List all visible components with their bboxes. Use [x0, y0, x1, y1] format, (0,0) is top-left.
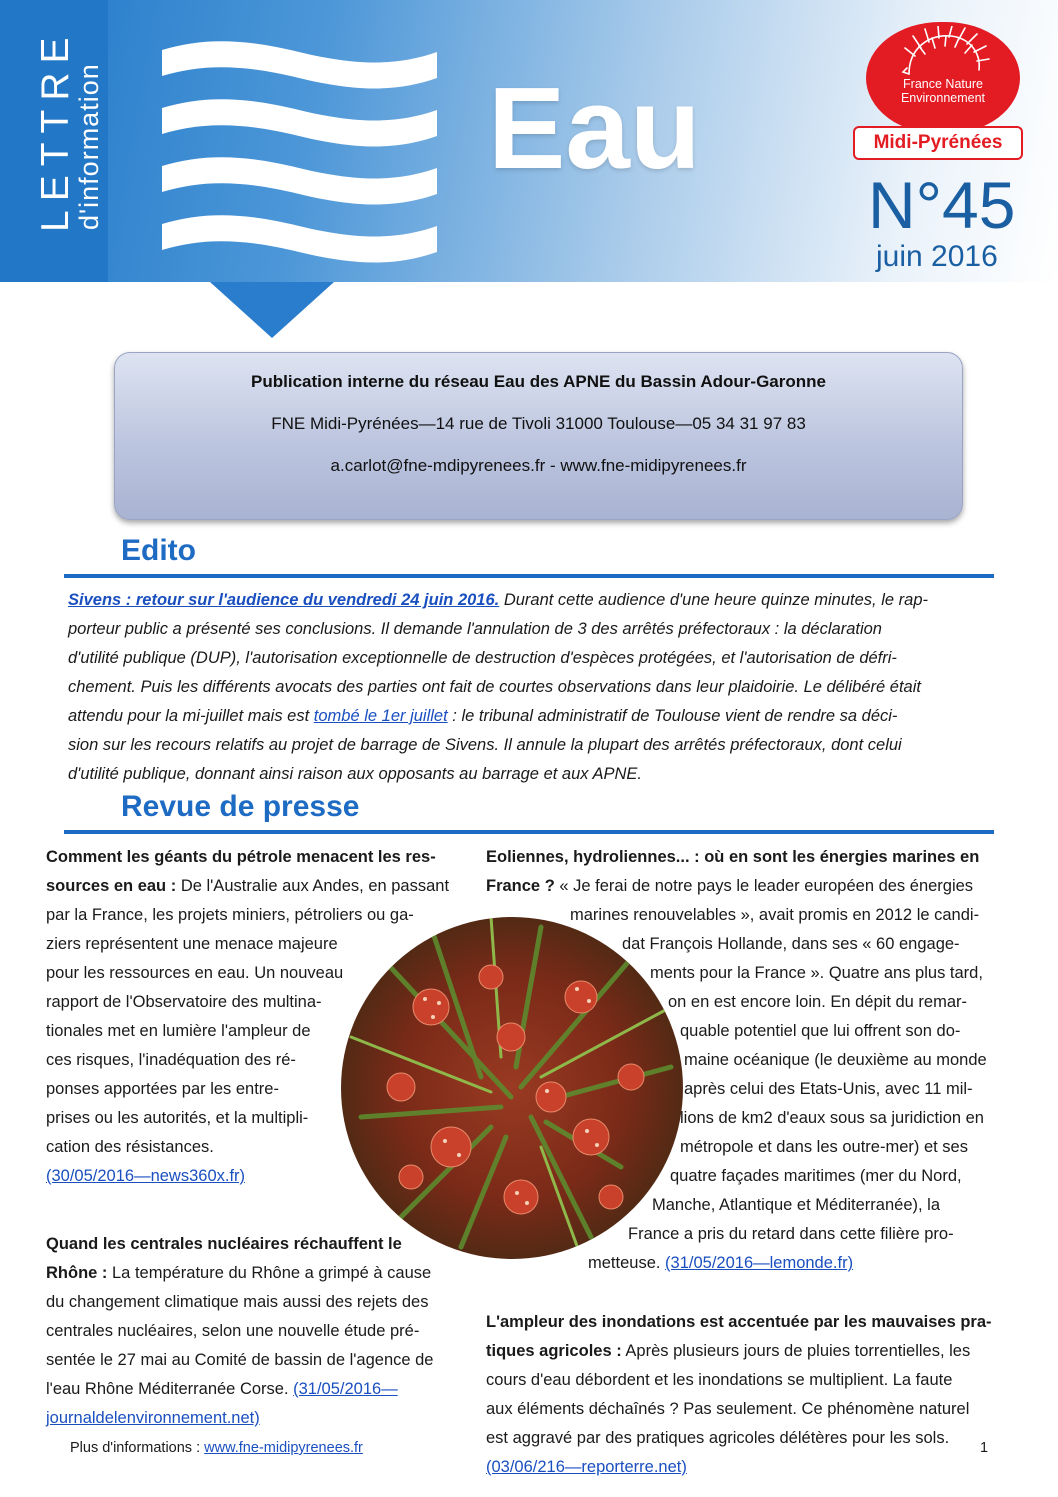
lettre-label: LETTRE: [34, 28, 77, 232]
issue-date: juin 2016: [876, 240, 998, 273]
article-line: est aggravé par des pratiques agricoles délétères pour les sols.: [486, 1429, 950, 1447]
article-line: après celui des Etats-Unis, avec 11 mil-: [684, 1080, 973, 1098]
article-line: par la France, les projets miniers, pétroliers ou ga-: [46, 906, 414, 924]
article-headline: Comment les géants du pétrole menacent les res-: [46, 848, 436, 866]
article-line: Manche, Atlantique et Méditerranée), la: [652, 1196, 941, 1214]
article-line: ments pour la France ». Quatre ans plus tard,: [650, 964, 983, 982]
publication-line: Publication interne du réseau Eau des APNE du Bassin Adour-Garonne: [251, 372, 826, 391]
footer-label: Plus d'informations :: [70, 1440, 205, 1456]
dinformation-label: d'information: [74, 63, 104, 230]
ruling-link[interactable]: tombé le 1er juillet: [313, 707, 448, 725]
issue-number: N°45: [868, 168, 1016, 242]
press-review-title: Revue de presse: [121, 790, 360, 823]
article-line: metteuse.: [588, 1254, 666, 1272]
article-line: Après plusieurs jours de pluies torrentielles, les: [621, 1342, 971, 1360]
article-line: De l'Australie aux Andes, en passant: [176, 877, 450, 895]
article-line: sentée le 27 mai au Comité de bassin de l'agence de: [46, 1351, 434, 1369]
footer-website-link[interactable]: www.fne-midipyrenees.fr: [204, 1440, 363, 1456]
article-headline: Rhône :: [46, 1264, 108, 1282]
article-line: ponses apportées par les entre-: [46, 1080, 279, 1098]
source-link-jde-part1[interactable]: (31/05/2016—: [293, 1380, 398, 1398]
article-headline: Eoliennes, hydroliennes... : où en sont les énergies marines en: [486, 848, 980, 866]
article-line: cation des résistances.: [46, 1138, 214, 1156]
article-line: tionales met en lumière l'ampleur de: [46, 1022, 311, 1040]
edito-line: sion sur les recours relatifs au projet de barrage de Sivens. Il annule la plupart des arrêtés préfectoraux, dont celui: [68, 736, 902, 754]
article-line: cours d'eau débordent et les inondations se multiplient. La faute: [486, 1371, 953, 1389]
article-line: du changement climatique mais aussi des rejets des: [46, 1293, 429, 1311]
edito-text: [68, 586, 928, 789]
edito-line: d'utilité publique, donnant ainsi raison aux opposants au barrage et aux APNE.: [68, 765, 643, 783]
article-line: « Je ferai de notre pays le leader européen des énergies: [554, 877, 974, 895]
newsletter-title: Eau: [488, 63, 701, 193]
article-nuclear-rhone: [46, 1230, 433, 1433]
edito-divider: [64, 574, 994, 578]
article-line: lions de km2 d'eaux sous sa juridiction en: [680, 1109, 984, 1127]
source-link-lemonde[interactable]: (31/05/2016—lemonde.fr): [665, 1254, 854, 1272]
article-line: ziers représentent une menace majeure: [46, 935, 338, 953]
article-line: on en est encore loin. En dépit du remar-: [668, 993, 968, 1011]
edito-title: Edito: [121, 534, 196, 567]
article-headline: Quand les centrales nucléaires réchauffent le: [46, 1235, 402, 1253]
source-link-news360x[interactable]: (30/05/2016—news360x.fr): [46, 1167, 246, 1185]
edito-line: Durant cette audience d'une heure quinze minutes, le rap-: [499, 591, 928, 609]
footer: [70, 1440, 363, 1456]
logo-region-label: Midi-Pyrénées: [873, 132, 1003, 153]
press-review-divider: [64, 830, 994, 834]
source-link-reporterre[interactable]: (03/06/216—reporterre.net): [486, 1458, 687, 1476]
article-line: prises ou les autorités, et la multipli-: [46, 1109, 309, 1127]
logo-line-2: Environnement: [900, 91, 986, 105]
source-link-jde-part2[interactable]: journaldelenvironnement.net): [46, 1409, 260, 1427]
article-headline: L'ampleur des inondations est accentuée par les mauvaises pra-: [486, 1313, 992, 1331]
edito-line: : le tribunal administratif de Toulouse vient de rendre sa déci-: [447, 707, 898, 725]
edito-line: attendu pour la mi-juillet mais est: [68, 707, 314, 725]
article-line: centrales nucléaires, selon une nouvelle étude pré-: [46, 1322, 420, 1340]
article-line: dat François Hollande, dans ses « 60 engage-: [622, 935, 960, 953]
chevron-down-icon: [210, 282, 334, 338]
article-headline: sources en eau :: [46, 877, 177, 895]
article-line: quable potentiel que lui offrent son do-: [680, 1022, 961, 1040]
article-line: La température du Rhône a grimpé à cause: [107, 1264, 432, 1282]
article-line: quatre façades maritimes (mer du Nord,: [670, 1167, 962, 1185]
edito-line: porteur public a présenté ses conclusions. Il demande l'annulation de 3 des arrêtés préfectoraux : la déclaration: [68, 620, 882, 638]
article-floods: [486, 1308, 992, 1482]
waves-icon: [162, 38, 437, 268]
edito-line: d'utilité publique (DUP), l'autorisation exceptionnelle de destruction d'espèces protégées, et l'autorisation de défri-: [68, 649, 897, 667]
page-number: 1: [980, 1440, 989, 1456]
contact-line: a.carlot@fne-mdipyrenees.fr - www.fne-midipyrenees.fr: [330, 456, 747, 475]
edito-line: chement. Puis les différents avocats des parties ont fait de courtes observations dans leur plaidoirie. Le délibéré était: [68, 678, 921, 696]
edito-title-link[interactable]: Sivens : retour sur l'audience du vendredi 24 juin 2016.: [68, 591, 500, 609]
article-line: France a pris du retard dans cette filière pro-: [628, 1225, 954, 1243]
article-marine-energy: [486, 843, 987, 1278]
article-line: métropole et dans les outre-mer) et ses: [680, 1138, 968, 1156]
article-line: l'eau Rhône Méditerranée Corse.: [46, 1380, 294, 1398]
article-line: ces risques, l'inadéquation des ré-: [46, 1051, 296, 1069]
article-headline: France ?: [486, 877, 555, 895]
article-line: marines renouvelables », avait promis en 2012 le candi-: [570, 906, 980, 924]
address-line: FNE Midi-Pyrénées—14 rue de Tivoli 31000 Toulouse—05 34 31 97 83: [271, 414, 806, 433]
article-line: maine océanique (le deuxième au monde: [684, 1051, 987, 1069]
article-line: rapport de l'Observatoire des multina-: [46, 993, 322, 1011]
hedgehog-icon: [895, 26, 991, 78]
logo-line-1: France Nature: [903, 77, 983, 91]
article-line: aux éléments déchaînés ? Pas seulement. Ce phénomène naturel: [486, 1400, 970, 1418]
article-line: pour les ressources en eau. Un nouveau: [46, 964, 344, 982]
article-headline: tiques agricoles :: [486, 1342, 622, 1360]
